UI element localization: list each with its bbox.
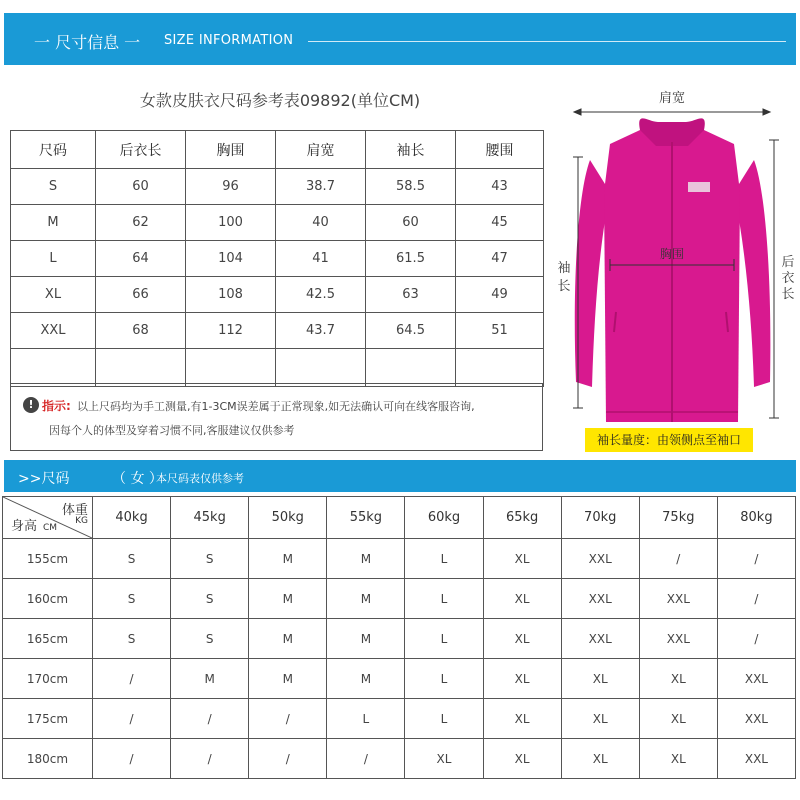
- size-chart-title: 女款皮肤衣尺码参考表09892(单位CM): [139, 91, 421, 110]
- recommended-size-cell: XL: [483, 619, 561, 659]
- recommended-size-cell: XXL: [639, 619, 717, 659]
- recommended-size-cell: M: [249, 539, 327, 579]
- recommend-row: [3, 539, 796, 579]
- size-value-cell: 60: [96, 169, 186, 205]
- recommend-row: [3, 739, 796, 779]
- recommended-size-cell: L: [405, 659, 483, 699]
- back-length-label-3: 长: [781, 287, 795, 302]
- size-label-cell: S: [11, 169, 96, 205]
- recommended-size-cell: S: [171, 579, 249, 619]
- size-chart-row: [11, 205, 544, 241]
- recommended-size-cell: XXL: [717, 739, 795, 779]
- recommended-size-cell: S: [171, 619, 249, 659]
- back-length-label-2: 衣: [781, 271, 795, 286]
- height-axis-label: 身高: [11, 519, 38, 534]
- note-label: 指示:: [42, 399, 71, 413]
- weight-axis-label: 体重: [61, 503, 88, 518]
- recommended-size-cell: XXL: [717, 659, 795, 699]
- height-cell: 155cm: [3, 539, 93, 579]
- recommended-size-cell: /: [639, 539, 717, 579]
- recommended-size-cell: /: [249, 699, 327, 739]
- size-chart-row: [11, 313, 544, 349]
- recommended-size-cell: XXL: [561, 539, 639, 579]
- weight-header-cell: 55kg: [327, 497, 405, 539]
- recommended-size-cell: L: [405, 699, 483, 739]
- recommended-size-cell: /: [717, 619, 795, 659]
- recommended-size-cell: /: [249, 739, 327, 779]
- height-cell: 165cm: [3, 619, 93, 659]
- note-text-line2: 因每个人的体型及穿着习惯不同,客服建议仅供参考: [49, 424, 295, 437]
- header-divider: [308, 41, 786, 42]
- recommended-size-cell: M: [249, 659, 327, 699]
- size-value-cell: 62: [96, 205, 186, 241]
- size-value-cell: 100: [186, 205, 276, 241]
- recommended-size-cell: XL: [561, 699, 639, 739]
- size-value-cell: 112: [186, 313, 276, 349]
- size-chart-header-cell: 尺码: [11, 131, 96, 169]
- height-axis-unit: CM: [43, 523, 58, 533]
- recommended-size-cell: XL: [639, 739, 717, 779]
- recommended-size-cell: XL: [483, 659, 561, 699]
- recommended-size-cell: XL: [561, 739, 639, 779]
- size-value-cell: 47: [456, 241, 544, 277]
- size-value-cell: 108: [186, 277, 276, 313]
- weight-header-cell: 80kg: [717, 497, 795, 539]
- size-value-cell: 64.5: [366, 313, 456, 349]
- shoulder-label: 肩宽: [658, 91, 686, 106]
- recommended-size-cell: L: [405, 619, 483, 659]
- size-value-cell: 40: [276, 205, 366, 241]
- recommended-size-cell: /: [93, 659, 171, 699]
- size-value-cell: 58.5: [366, 169, 456, 205]
- recommend-table: [2, 496, 796, 779]
- size-chart-row: [11, 277, 544, 313]
- recommend-subtitle: 本尺码表仅供参考: [156, 472, 244, 485]
- size-value-cell: 104: [186, 241, 276, 277]
- size-chart-header-cell: 肩宽: [276, 131, 366, 169]
- sleeve-label-1: 袖: [557, 261, 571, 276]
- weight-header-cell: 70kg: [561, 497, 639, 539]
- recommended-size-cell: M: [171, 659, 249, 699]
- back-length-measure-line: [769, 140, 779, 418]
- recommend-title: >>尺码: [18, 471, 70, 487]
- size-value-cell: 49: [456, 277, 544, 313]
- weight-header-cell: 40kg: [93, 497, 171, 539]
- size-chart-header-cell: 袖长: [366, 131, 456, 169]
- size-value-cell: 43: [456, 169, 544, 205]
- recommend-row: [3, 619, 796, 659]
- recommended-size-cell: M: [327, 579, 405, 619]
- weight-axis-unit: KG: [75, 516, 88, 526]
- recommended-size-cell: XXL: [561, 579, 639, 619]
- recommended-size-cell: M: [327, 619, 405, 659]
- back-length-label-1: 后: [781, 255, 795, 270]
- size-value-cell: 51: [456, 313, 544, 349]
- weight-header-cell: 50kg: [249, 497, 327, 539]
- size-chart-header-cell: 腰围: [456, 131, 544, 169]
- warning-icon: !: [23, 397, 39, 413]
- empty-cell: [186, 349, 276, 387]
- recommended-size-cell: M: [327, 539, 405, 579]
- recommended-size-cell: S: [93, 579, 171, 619]
- recommended-size-cell: M: [249, 579, 327, 619]
- empty-cell: [456, 349, 544, 387]
- corner-cell: [3, 497, 93, 539]
- recommended-size-cell: XL: [639, 659, 717, 699]
- size-chart-table: [10, 130, 544, 387]
- recommend-gender: （ 女 ）: [112, 471, 163, 487]
- size-value-cell: 42.5: [276, 277, 366, 313]
- jacket-diagram: [548, 82, 800, 462]
- height-cell: 160cm: [3, 579, 93, 619]
- size-label-cell: XL: [11, 277, 96, 313]
- size-label-cell: XXL: [11, 313, 96, 349]
- height-cell: 170cm: [3, 659, 93, 699]
- recommended-size-cell: L: [405, 539, 483, 579]
- weight-header-cell: 60kg: [405, 497, 483, 539]
- recommended-size-cell: XL: [483, 699, 561, 739]
- chest-label: 胸围: [659, 247, 685, 261]
- empty-cell: [276, 349, 366, 387]
- recommended-size-cell: XL: [405, 739, 483, 779]
- recommended-size-cell: /: [93, 739, 171, 779]
- empty-cell: [366, 349, 456, 387]
- size-value-cell: 38.7: [276, 169, 366, 205]
- note-box: [10, 383, 543, 451]
- size-value-cell: 45: [456, 205, 544, 241]
- size-value-cell: 41: [276, 241, 366, 277]
- recommend-row: [3, 699, 796, 739]
- height-cell: 175cm: [3, 699, 93, 739]
- size-chart-row: [11, 241, 544, 277]
- size-value-cell: 66: [96, 277, 186, 313]
- size-value-cell: 63: [366, 277, 456, 313]
- recommended-size-cell: XL: [561, 659, 639, 699]
- recommended-size-cell: XXL: [561, 619, 639, 659]
- recommended-size-cell: XL: [483, 539, 561, 579]
- recommended-size-cell: S: [171, 539, 249, 579]
- size-value-cell: 96: [186, 169, 276, 205]
- empty-cell: [11, 349, 96, 387]
- recommended-size-cell: XL: [639, 699, 717, 739]
- recommended-size-cell: /: [171, 739, 249, 779]
- recommended-size-cell: M: [249, 619, 327, 659]
- sleeve-measure-note: 袖长量度：由领侧点至袖口: [585, 428, 753, 452]
- recommend-row: [3, 579, 796, 619]
- size-value-cell: 61.5: [366, 241, 456, 277]
- weight-header-cell: 65kg: [483, 497, 561, 539]
- recommend-header-row: [3, 497, 796, 539]
- header-title-en: SIZE INFORMATION: [164, 33, 294, 48]
- recommend-banner: [4, 460, 796, 492]
- recommended-size-cell: S: [93, 619, 171, 659]
- size-value-cell: 60: [366, 205, 456, 241]
- recommended-size-cell: XXL: [717, 699, 795, 739]
- header-banner: [4, 13, 796, 65]
- shoulder-measure-line: [574, 109, 770, 115]
- recommended-size-cell: /: [327, 739, 405, 779]
- jacket-illustration: [575, 118, 771, 422]
- empty-cell: [96, 349, 186, 387]
- size-chart-row: [11, 169, 544, 205]
- size-value-cell: 64: [96, 241, 186, 277]
- size-chart-header-row: [11, 131, 544, 169]
- recommended-size-cell: XL: [483, 739, 561, 779]
- sleeve-label-2: 长: [557, 279, 571, 294]
- recommended-size-cell: /: [717, 579, 795, 619]
- recommended-size-cell: XXL: [639, 579, 717, 619]
- size-value-cell: 43.7: [276, 313, 366, 349]
- size-chart-empty-row: [11, 349, 544, 387]
- header-title-cn: 一 尺寸信息 一: [34, 33, 141, 52]
- weight-header-cell: 75kg: [639, 497, 717, 539]
- recommended-size-cell: M: [327, 659, 405, 699]
- recommend-row: [3, 659, 796, 699]
- weight-header-cell: 45kg: [171, 497, 249, 539]
- recommended-size-cell: L: [327, 699, 405, 739]
- size-chart-header-cell: 后衣长: [96, 131, 186, 169]
- recommended-size-cell: S: [93, 539, 171, 579]
- recommended-size-cell: L: [405, 579, 483, 619]
- recommended-size-cell: /: [171, 699, 249, 739]
- recommended-size-cell: /: [717, 539, 795, 579]
- size-chart-header-cell: 胸围: [186, 131, 276, 169]
- height-cell: 180cm: [3, 739, 93, 779]
- note-text-line1: 以上尺码均为手工测量,有1-3CM误差属于正常现象,如无法确认可向在线客服咨询,: [77, 400, 475, 413]
- recommended-size-cell: XL: [483, 579, 561, 619]
- recommended-size-cell: /: [93, 699, 171, 739]
- size-value-cell: 68: [96, 313, 186, 349]
- size-label-cell: M: [11, 205, 96, 241]
- size-label-cell: L: [11, 241, 96, 277]
